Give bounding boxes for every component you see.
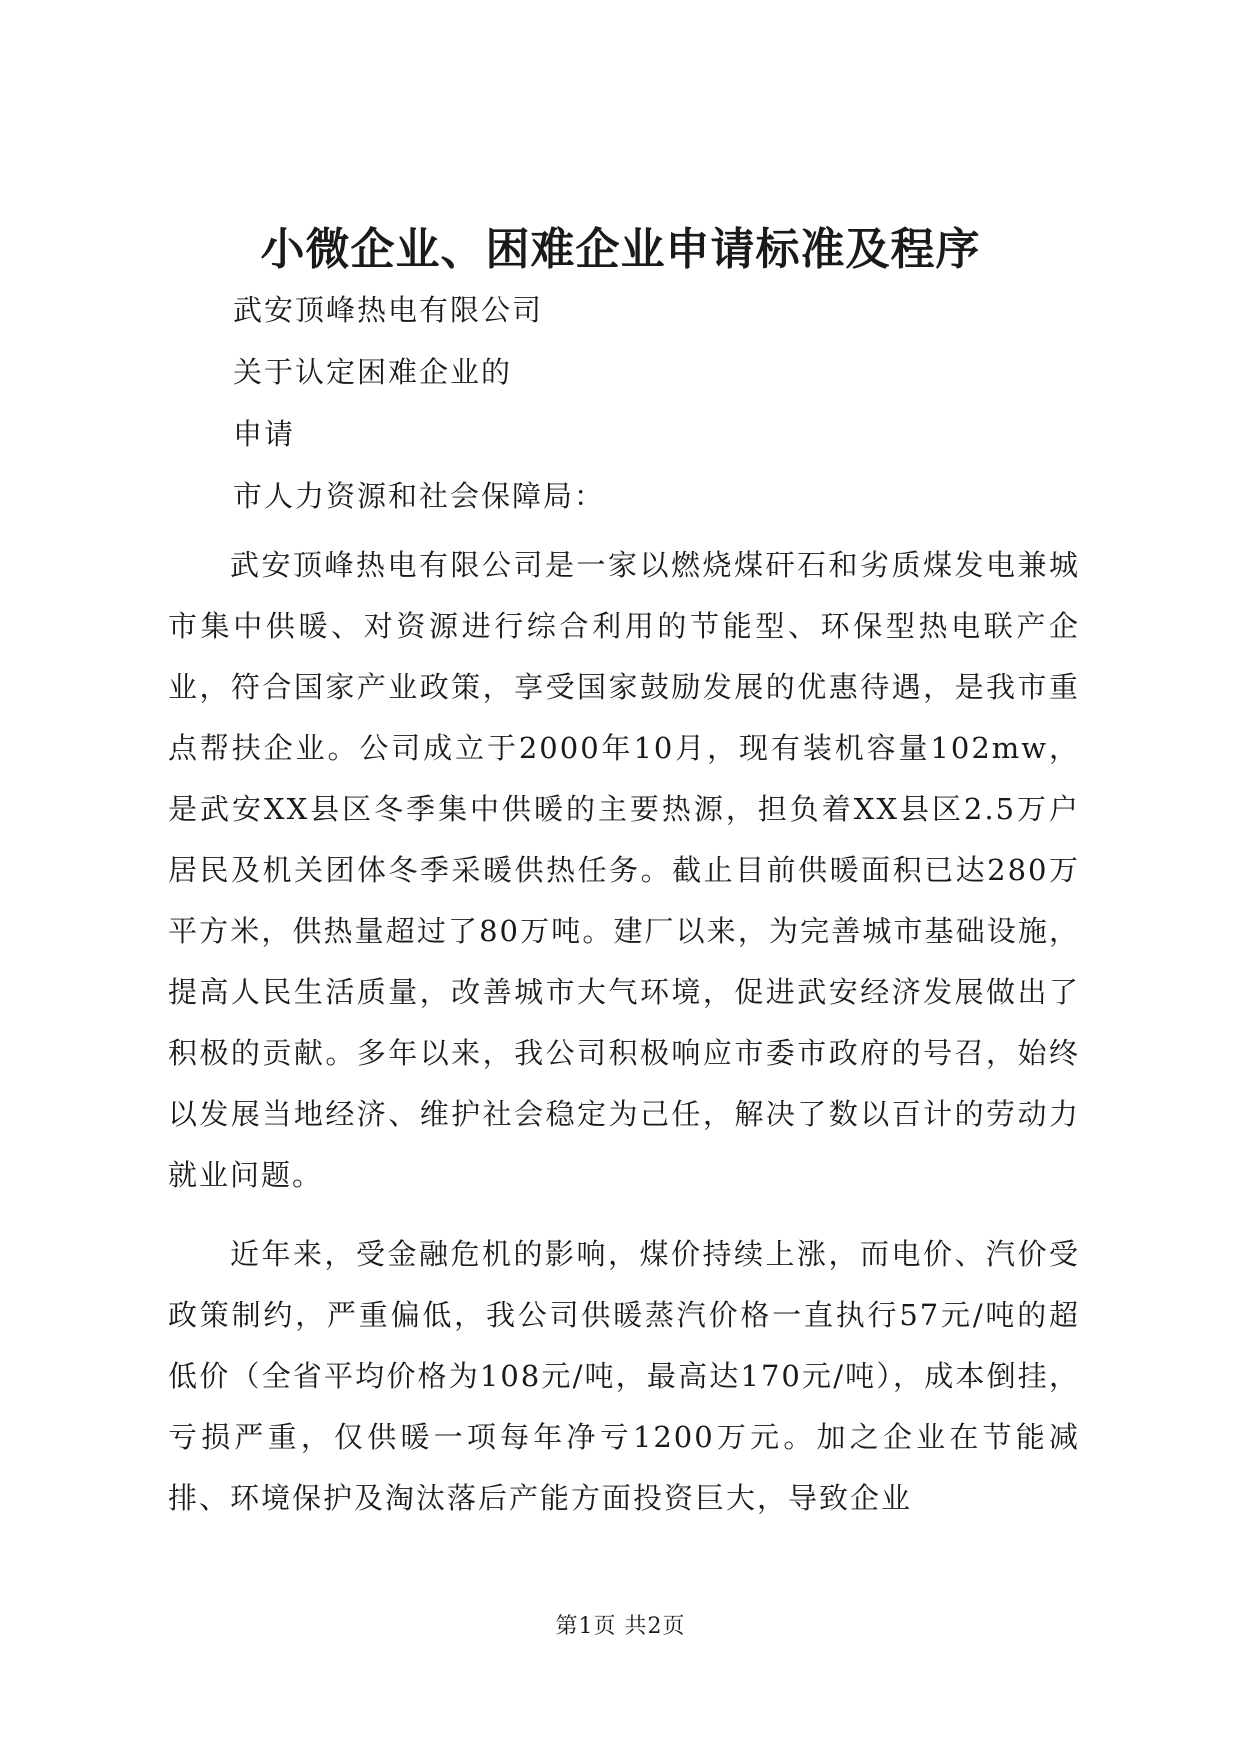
page-footer: 第1页 共2页 <box>555 1614 686 1639</box>
addressee: 市人力资源和社会保障局： <box>233 479 606 513</box>
document-title: 小微企业、困难企业申请标准及程序 <box>260 224 981 275</box>
subject-line-1: 关于认定困难企业的 <box>233 355 513 389</box>
subject-line-2: 申请 <box>233 417 296 451</box>
company-name: 武安顶峰热电有限公司 <box>233 293 544 327</box>
body-paragraph-1: 武安顶峰热电有限公司是一家以燃烧煤矸石和劣质煤发电兼城市集中供暖、对资源进行综合利用的节能型、环保型热电联产企业，符合国家产业政策，享受国家鼓励发展的优惠待遇，是我市重点帮扶企业。公司成立于2000年10月，现有装机容量102mw，是武安XX县区冬季集中供暖的主要热源，担负着XX县区2.5万户居民及机关团体冬季采暖供热任务。截止目前供暖面积已达280万平方米，供热量超过了80万吨。建厂以来，为完善城市基础设施，提高人民生活质量，改善城市大气环境，促进武安经济发展做出了积极的贡献。多年以来，我公司积极响应市委市政府的号召，始终以发展当地经济、维护社会稳定为己任，解决了数以百计的劳动力就业问题。 <box>168 548 1080 1192</box>
body-paragraph-2: 近年来，受金融危机的影响，煤价持续上涨，而电价、汽价受政策制约，严重偏低，我公司供暖蒸汽价格一直执行57元/吨的超低价（全省平均价格为108元/吨，最高达170元/吨），成本倒挂，亏损严重，仅供暖一项每年净亏1200万元。加之企业在节能减排、环境保护及淘汰落后产能方面投资巨大，导致企业 <box>168 1237 1080 1515</box>
